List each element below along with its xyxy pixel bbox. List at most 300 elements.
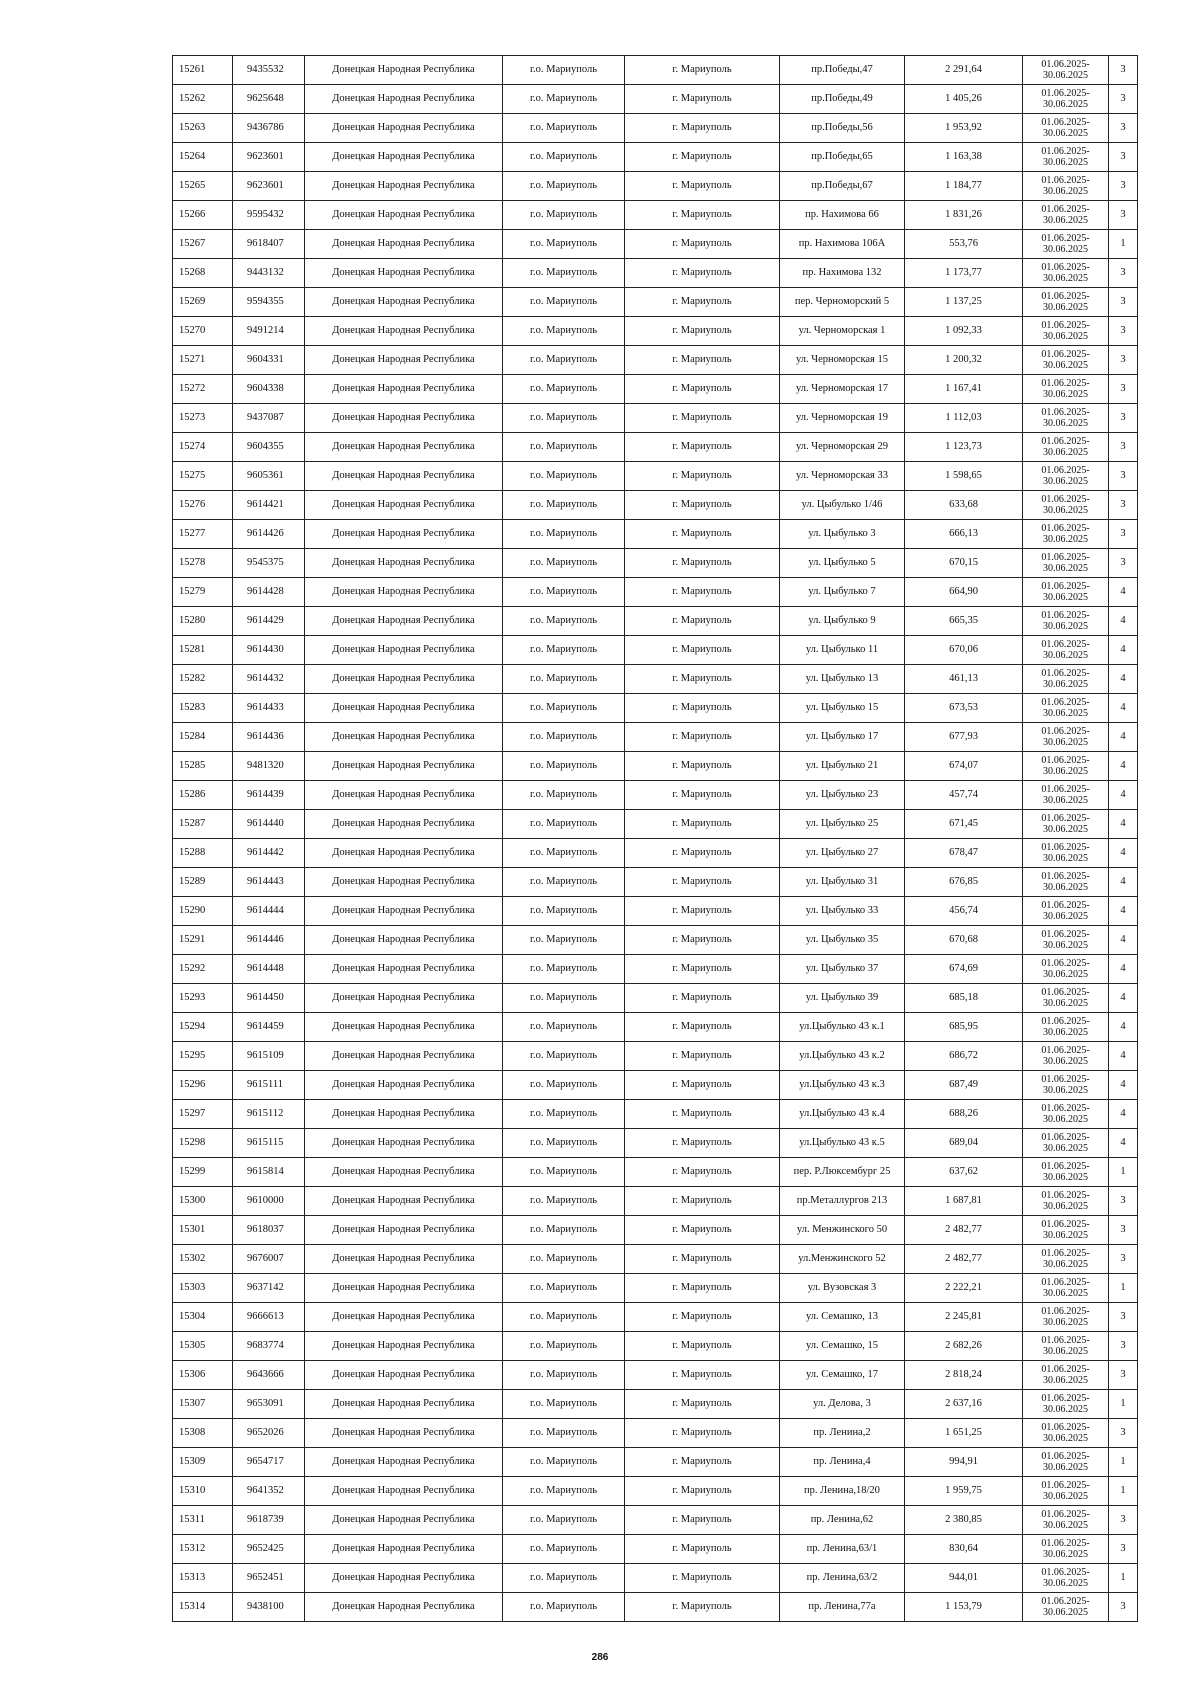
region-cell: Донецкая Народная Республика [305, 143, 503, 172]
code-cell: 9625648 [233, 85, 305, 114]
category-cell: 4 [1109, 955, 1138, 984]
table-row [173, 1593, 1138, 1622]
city-cell: г. Мариуполь [625, 549, 780, 578]
city-cell: г. Мариуполь [625, 317, 780, 346]
row-number-cell: 15304 [173, 1303, 233, 1332]
code-cell: 9614448 [233, 955, 305, 984]
district-cell: г.о. Мариуполь [503, 1216, 625, 1245]
table-row [173, 1390, 1138, 1419]
row-number-cell: 15277 [173, 520, 233, 549]
category-cell: 3 [1109, 549, 1138, 578]
area-cell: 689,04 [905, 1129, 1023, 1158]
period-cell: 01.06.2025-30.06.2025 [1023, 346, 1109, 375]
period-cell: 01.06.2025-30.06.2025 [1023, 1042, 1109, 1071]
area-cell: 664,90 [905, 578, 1023, 607]
area-cell: 687,49 [905, 1071, 1023, 1100]
region-cell: Донецкая Народная Республика [305, 1216, 503, 1245]
district-cell: г.о. Мариуполь [503, 1506, 625, 1535]
row-number-cell: 15303 [173, 1274, 233, 1303]
period-cell: 01.06.2025-30.06.2025 [1023, 114, 1109, 143]
period-cell: 01.06.2025-30.06.2025 [1023, 897, 1109, 926]
region-cell: Донецкая Народная Республика [305, 172, 503, 201]
city-cell: г. Мариуполь [625, 868, 780, 897]
area-cell: 2 637,16 [905, 1390, 1023, 1419]
region-cell: Донецкая Народная Республика [305, 810, 503, 839]
code-cell: 9618407 [233, 230, 305, 259]
address-cell: ул. Цыбулько 15 [780, 694, 905, 723]
period-cell: 01.06.2025-30.06.2025 [1023, 1361, 1109, 1390]
region-cell: Донецкая Народная Республика [305, 317, 503, 346]
city-cell: г. Мариуполь [625, 1245, 780, 1274]
city-cell: г. Мариуполь [625, 839, 780, 868]
address-cell: пер. Р.Люксембург 25 [780, 1158, 905, 1187]
period-cell: 01.06.2025-30.06.2025 [1023, 1303, 1109, 1332]
address-cell: ул. Цыбулько 25 [780, 810, 905, 839]
address-cell: пр. Ленина,18/20 [780, 1477, 905, 1506]
district-cell: г.о. Мариуполь [503, 288, 625, 317]
table-row [173, 1158, 1138, 1187]
category-cell: 3 [1109, 1332, 1138, 1361]
row-number-cell: 15309 [173, 1448, 233, 1477]
row-number-cell: 15262 [173, 85, 233, 114]
period-cell: 01.06.2025-30.06.2025 [1023, 955, 1109, 984]
address-cell: пр. Ленина,2 [780, 1419, 905, 1448]
code-cell: 9683774 [233, 1332, 305, 1361]
code-cell: 9437087 [233, 404, 305, 433]
category-cell: 1 [1109, 1564, 1138, 1593]
region-cell: Донецкая Народная Республика [305, 230, 503, 259]
code-cell: 9614442 [233, 839, 305, 868]
period-cell: 01.06.2025-30.06.2025 [1023, 1593, 1109, 1622]
period-cell: 01.06.2025-30.06.2025 [1023, 1390, 1109, 1419]
area-cell: 1 959,75 [905, 1477, 1023, 1506]
address-cell: пр.Победы,49 [780, 85, 905, 114]
area-cell: 456,74 [905, 897, 1023, 926]
table-row [173, 723, 1138, 752]
city-cell: г. Мариуполь [625, 375, 780, 404]
district-cell: г.о. Мариуполь [503, 462, 625, 491]
row-number-cell: 15294 [173, 1013, 233, 1042]
city-cell: г. Мариуполь [625, 694, 780, 723]
region-cell: Донецкая Народная Республика [305, 839, 503, 868]
category-cell: 3 [1109, 288, 1138, 317]
city-cell: г. Мариуполь [625, 1303, 780, 1332]
period-cell: 01.06.2025-30.06.2025 [1023, 1100, 1109, 1129]
area-cell: 670,06 [905, 636, 1023, 665]
area-cell: 1 163,38 [905, 143, 1023, 172]
category-cell: 3 [1109, 143, 1138, 172]
district-cell: г.о. Мариуполь [503, 1013, 625, 1042]
region-cell: Донецкая Народная Республика [305, 1187, 503, 1216]
category-cell: 3 [1109, 172, 1138, 201]
category-cell: 3 [1109, 85, 1138, 114]
code-cell: 9623601 [233, 143, 305, 172]
area-cell: 1 651,25 [905, 1419, 1023, 1448]
region-cell: Донецкая Народная Республика [305, 462, 503, 491]
table-row [173, 1245, 1138, 1274]
region-cell: Донецкая Народная Республика [305, 578, 503, 607]
area-cell: 830,64 [905, 1535, 1023, 1564]
address-cell: ул.Цыбулько 43 к.1 [780, 1013, 905, 1042]
address-cell: ул. Делова, 3 [780, 1390, 905, 1419]
district-cell: г.о. Мариуполь [503, 1477, 625, 1506]
area-cell: 2 482,77 [905, 1245, 1023, 1274]
category-cell: 4 [1109, 1100, 1138, 1129]
category-cell: 3 [1109, 1187, 1138, 1216]
category-cell: 4 [1109, 781, 1138, 810]
table-row [173, 114, 1138, 143]
address-cell: ул. Цыбулько 27 [780, 839, 905, 868]
city-cell: г. Мариуполь [625, 143, 780, 172]
address-cell: пр.Металлургов 213 [780, 1187, 905, 1216]
row-number-cell: 15306 [173, 1361, 233, 1390]
city-cell: г. Мариуполь [625, 578, 780, 607]
district-cell: г.о. Мариуполь [503, 1071, 625, 1100]
region-cell: Донецкая Народная Республика [305, 520, 503, 549]
row-number-cell: 15276 [173, 491, 233, 520]
code-cell: 9615112 [233, 1100, 305, 1129]
address-cell: ул. Цыбулько 37 [780, 955, 905, 984]
region-cell: Донецкая Народная Республика [305, 404, 503, 433]
code-cell: 9676007 [233, 1245, 305, 1274]
table-row [173, 549, 1138, 578]
code-cell: 9614433 [233, 694, 305, 723]
region-cell: Донецкая Народная Республика [305, 723, 503, 752]
table-row [173, 1332, 1138, 1361]
period-cell: 01.06.2025-30.06.2025 [1023, 636, 1109, 665]
period-cell: 01.06.2025-30.06.2025 [1023, 259, 1109, 288]
area-cell: 2 380,85 [905, 1506, 1023, 1535]
category-cell: 3 [1109, 1506, 1138, 1535]
code-cell: 9623601 [233, 172, 305, 201]
table-body [173, 56, 1138, 1622]
code-cell: 9545375 [233, 549, 305, 578]
table-row [173, 897, 1138, 926]
code-cell: 9614429 [233, 607, 305, 636]
table-row [173, 1274, 1138, 1303]
region-cell: Донецкая Народная Республика [305, 1506, 503, 1535]
table-row [173, 1303, 1138, 1332]
code-cell: 9436786 [233, 114, 305, 143]
address-cell: ул. Черноморская 29 [780, 433, 905, 462]
row-number-cell: 15293 [173, 984, 233, 1013]
district-cell: г.о. Мариуполь [503, 1187, 625, 1216]
code-cell: 9610000 [233, 1187, 305, 1216]
period-cell: 01.06.2025-30.06.2025 [1023, 85, 1109, 114]
code-cell: 9615111 [233, 1071, 305, 1100]
area-cell: 1 112,03 [905, 404, 1023, 433]
city-cell: г. Мариуполь [625, 1332, 780, 1361]
category-cell: 4 [1109, 723, 1138, 752]
address-cell: ул. Семашко, 15 [780, 1332, 905, 1361]
district-cell: г.о. Мариуполь [503, 85, 625, 114]
category-cell: 3 [1109, 1216, 1138, 1245]
row-number-cell: 15295 [173, 1042, 233, 1071]
period-cell: 01.06.2025-30.06.2025 [1023, 1274, 1109, 1303]
district-cell: г.о. Мариуполь [503, 839, 625, 868]
code-cell: 9614426 [233, 520, 305, 549]
period-cell: 01.06.2025-30.06.2025 [1023, 1013, 1109, 1042]
area-cell: 671,45 [905, 810, 1023, 839]
area-cell: 2 482,77 [905, 1216, 1023, 1245]
city-cell: г. Мариуполь [625, 723, 780, 752]
region-cell: Донецкая Народная Республика [305, 636, 503, 665]
area-cell: 994,91 [905, 1448, 1023, 1477]
code-cell: 9652425 [233, 1535, 305, 1564]
address-cell: ул. Черноморская 33 [780, 462, 905, 491]
region-cell: Донецкая Народная Республика [305, 1593, 503, 1622]
city-cell: г. Мариуполь [625, 1100, 780, 1129]
area-cell: 685,95 [905, 1013, 1023, 1042]
code-cell: 9654717 [233, 1448, 305, 1477]
category-cell: 4 [1109, 1071, 1138, 1100]
city-cell: г. Мариуполь [625, 984, 780, 1013]
table-row [173, 1042, 1138, 1071]
address-cell: ул. Черноморская 1 [780, 317, 905, 346]
row-number-cell: 15314 [173, 1593, 233, 1622]
city-cell: г. Мариуполь [625, 897, 780, 926]
city-cell: г. Мариуполь [625, 1187, 780, 1216]
table-row [173, 636, 1138, 665]
region-cell: Донецкая Народная Республика [305, 781, 503, 810]
area-cell: 633,68 [905, 491, 1023, 520]
code-cell: 9653091 [233, 1390, 305, 1419]
row-number-cell: 15273 [173, 404, 233, 433]
period-cell: 01.06.2025-30.06.2025 [1023, 1448, 1109, 1477]
district-cell: г.о. Мариуполь [503, 433, 625, 462]
category-cell: 3 [1109, 1593, 1138, 1622]
district-cell: г.о. Мариуполь [503, 1042, 625, 1071]
address-cell: ул. Цыбулько 5 [780, 549, 905, 578]
table-row [173, 955, 1138, 984]
code-cell: 9605361 [233, 462, 305, 491]
period-cell: 01.06.2025-30.06.2025 [1023, 1129, 1109, 1158]
address-cell: ул. Цыбулько 23 [780, 781, 905, 810]
city-cell: г. Мариуполь [625, 1013, 780, 1042]
period-cell: 01.06.2025-30.06.2025 [1023, 1071, 1109, 1100]
city-cell: г. Мариуполь [625, 1129, 780, 1158]
table-row [173, 781, 1138, 810]
table-row [173, 143, 1138, 172]
table-row [173, 317, 1138, 346]
region-cell: Донецкая Народная Республика [305, 549, 503, 578]
district-cell: г.о. Мариуполь [503, 1448, 625, 1477]
row-number-cell: 15296 [173, 1071, 233, 1100]
city-cell: г. Мариуполь [625, 1477, 780, 1506]
category-cell: 4 [1109, 1129, 1138, 1158]
city-cell: г. Мариуполь [625, 636, 780, 665]
address-cell: ул. Цыбулько 9 [780, 607, 905, 636]
district-cell: г.о. Мариуполь [503, 1390, 625, 1419]
category-cell: 1 [1109, 1158, 1138, 1187]
region-cell: Донецкая Народная Республика [305, 1535, 503, 1564]
area-cell: 2 818,24 [905, 1361, 1023, 1390]
address-cell: ул. Цыбулько 13 [780, 665, 905, 694]
row-number-cell: 15270 [173, 317, 233, 346]
table-row [173, 607, 1138, 636]
period-cell: 01.06.2025-30.06.2025 [1023, 752, 1109, 781]
district-cell: г.о. Мариуполь [503, 1129, 625, 1158]
region-cell: Донецкая Народная Республика [305, 1448, 503, 1477]
category-cell: 3 [1109, 346, 1138, 375]
city-cell: г. Мариуполь [625, 926, 780, 955]
row-number-cell: 15290 [173, 897, 233, 926]
category-cell: 3 [1109, 201, 1138, 230]
code-cell: 9652026 [233, 1419, 305, 1448]
area-cell: 1 184,77 [905, 172, 1023, 201]
category-cell: 3 [1109, 56, 1138, 85]
period-cell: 01.06.2025-30.06.2025 [1023, 694, 1109, 723]
category-cell: 3 [1109, 1535, 1138, 1564]
city-cell: г. Мариуполь [625, 201, 780, 230]
address-cell: ул. Цыбулько 35 [780, 926, 905, 955]
district-cell: г.о. Мариуполь [503, 1245, 625, 1274]
district-cell: г.о. Мариуполь [503, 1535, 625, 1564]
row-number-cell: 15278 [173, 549, 233, 578]
table-row [173, 288, 1138, 317]
table-row [173, 1071, 1138, 1100]
table-row [173, 1361, 1138, 1390]
period-cell: 01.06.2025-30.06.2025 [1023, 1564, 1109, 1593]
row-number-cell: 15274 [173, 433, 233, 462]
district-cell: г.о. Мариуполь [503, 317, 625, 346]
address-cell: ул. Черноморская 19 [780, 404, 905, 433]
period-cell: 01.06.2025-30.06.2025 [1023, 984, 1109, 1013]
district-cell: г.о. Мариуполь [503, 578, 625, 607]
code-cell: 9491214 [233, 317, 305, 346]
region-cell: Донецкая Народная Республика [305, 665, 503, 694]
city-cell: г. Мариуполь [625, 1448, 780, 1477]
period-cell: 01.06.2025-30.06.2025 [1023, 578, 1109, 607]
area-cell: 2 245,81 [905, 1303, 1023, 1332]
period-cell: 01.06.2025-30.06.2025 [1023, 462, 1109, 491]
code-cell: 9614436 [233, 723, 305, 752]
period-cell: 01.06.2025-30.06.2025 [1023, 143, 1109, 172]
district-cell: г.о. Мариуполь [503, 491, 625, 520]
address-cell: ул. Менжинского 50 [780, 1216, 905, 1245]
category-cell: 3 [1109, 114, 1138, 143]
category-cell: 3 [1109, 433, 1138, 462]
row-number-cell: 15266 [173, 201, 233, 230]
district-cell: г.о. Мариуполь [503, 1419, 625, 1448]
category-cell: 4 [1109, 984, 1138, 1013]
period-cell: 01.06.2025-30.06.2025 [1023, 433, 1109, 462]
row-number-cell: 15298 [173, 1129, 233, 1158]
period-cell: 01.06.2025-30.06.2025 [1023, 520, 1109, 549]
table-row [173, 1477, 1138, 1506]
area-cell: 674,69 [905, 955, 1023, 984]
row-number-cell: 15280 [173, 607, 233, 636]
period-cell: 01.06.2025-30.06.2025 [1023, 288, 1109, 317]
row-number-cell: 15308 [173, 1419, 233, 1448]
row-number-cell: 15300 [173, 1187, 233, 1216]
city-cell: г. Мариуполь [625, 810, 780, 839]
table-row [173, 752, 1138, 781]
district-cell: г.о. Мариуполь [503, 114, 625, 143]
category-cell: 3 [1109, 1361, 1138, 1390]
period-cell: 01.06.2025-30.06.2025 [1023, 491, 1109, 520]
region-cell: Донецкая Народная Республика [305, 868, 503, 897]
code-cell: 9614440 [233, 810, 305, 839]
city-cell: г. Мариуполь [625, 1361, 780, 1390]
region-cell: Донецкая Народная Республика [305, 1390, 503, 1419]
period-cell: 01.06.2025-30.06.2025 [1023, 172, 1109, 201]
area-cell: 2 291,64 [905, 56, 1023, 85]
address-cell: пр. Ленина,63/2 [780, 1564, 905, 1593]
region-cell: Донецкая Народная Республика [305, 1303, 503, 1332]
region-cell: Донецкая Народная Республика [305, 752, 503, 781]
row-number-cell: 15263 [173, 114, 233, 143]
address-cell: ул. Цыбулько 31 [780, 868, 905, 897]
row-number-cell: 15311 [173, 1506, 233, 1535]
row-number-cell: 15271 [173, 346, 233, 375]
address-cell: пр.Победы,47 [780, 56, 905, 85]
city-cell: г. Мариуполь [625, 781, 780, 810]
row-number-cell: 15292 [173, 955, 233, 984]
area-cell: 686,72 [905, 1042, 1023, 1071]
category-cell: 3 [1109, 404, 1138, 433]
area-cell: 1 092,33 [905, 317, 1023, 346]
code-cell: 9614443 [233, 868, 305, 897]
category-cell: 3 [1109, 1303, 1138, 1332]
category-cell: 4 [1109, 578, 1138, 607]
address-cell: пр.Победы,67 [780, 172, 905, 201]
row-number-cell: 15261 [173, 56, 233, 85]
row-number-cell: 15275 [173, 462, 233, 491]
address-cell: ул.Цыбулько 43 к.2 [780, 1042, 905, 1071]
area-cell: 677,93 [905, 723, 1023, 752]
region-cell: Донецкая Народная Республика [305, 288, 503, 317]
code-cell: 9604355 [233, 433, 305, 462]
address-cell: ул.Цыбулько 43 к.3 [780, 1071, 905, 1100]
table-row [173, 201, 1138, 230]
district-cell: г.о. Мариуполь [503, 259, 625, 288]
city-cell: г. Мариуполь [625, 1274, 780, 1303]
row-number-cell: 15312 [173, 1535, 233, 1564]
table-row [173, 230, 1138, 259]
region-cell: Донецкая Народная Республика [305, 926, 503, 955]
data-table [172, 55, 1138, 1622]
row-number-cell: 15283 [173, 694, 233, 723]
category-cell: 4 [1109, 1042, 1138, 1071]
period-cell: 01.06.2025-30.06.2025 [1023, 926, 1109, 955]
district-cell: г.о. Мариуполь [503, 404, 625, 433]
district-cell: г.о. Мариуполь [503, 1158, 625, 1187]
table-row [173, 810, 1138, 839]
city-cell: г. Мариуполь [625, 56, 780, 85]
period-cell: 01.06.2025-30.06.2025 [1023, 1187, 1109, 1216]
code-cell: 9615814 [233, 1158, 305, 1187]
city-cell: г. Мариуполь [625, 1216, 780, 1245]
address-cell: пр. Нахимова 132 [780, 259, 905, 288]
period-cell: 01.06.2025-30.06.2025 [1023, 375, 1109, 404]
region-cell: Донецкая Народная Республика [305, 1042, 503, 1071]
address-cell: ул. Семашко, 13 [780, 1303, 905, 1332]
district-cell: г.о. Мариуполь [503, 1593, 625, 1622]
code-cell: 9435532 [233, 56, 305, 85]
address-cell: пр. Ленина,62 [780, 1506, 905, 1535]
district-cell: г.о. Мариуполь [503, 955, 625, 984]
category-cell: 3 [1109, 317, 1138, 346]
district-cell: г.о. Мариуполь [503, 1564, 625, 1593]
district-cell: г.о. Мариуполь [503, 723, 625, 752]
category-cell: 4 [1109, 839, 1138, 868]
city-cell: г. Мариуполь [625, 1390, 780, 1419]
district-cell: г.о. Мариуполь [503, 810, 625, 839]
area-cell: 1 405,26 [905, 85, 1023, 114]
area-cell: 461,13 [905, 665, 1023, 694]
period-cell: 01.06.2025-30.06.2025 [1023, 230, 1109, 259]
